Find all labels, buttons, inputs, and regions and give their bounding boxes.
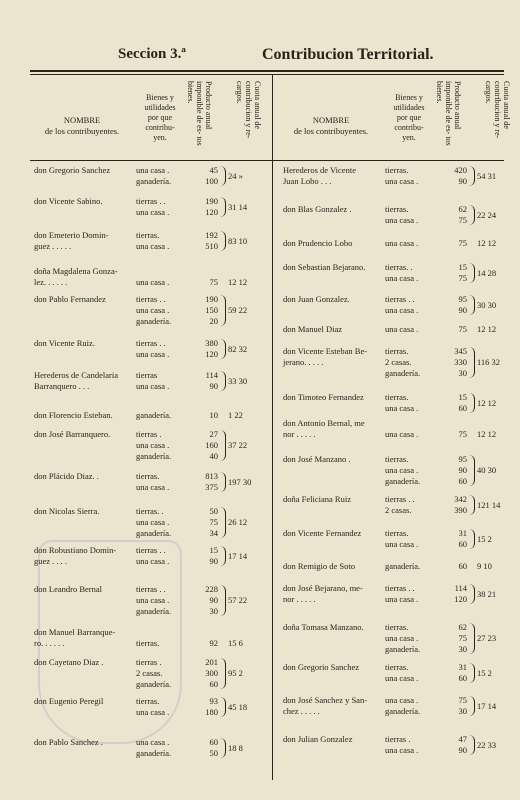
contributor-name: don Cayetano Diaz .	[34, 657, 104, 667]
annual-quota-value: 12 12	[477, 429, 497, 439]
property-type: una casa .	[385, 305, 419, 315]
property-type: una casa .	[385, 465, 419, 475]
contributor-name: don Florencio Esteban.	[34, 410, 113, 420]
property-type: una casa .	[385, 745, 419, 755]
annual-product-value: 75	[458, 633, 467, 643]
property-type: tierras.	[136, 230, 160, 240]
annual-product-value: 30	[458, 644, 467, 654]
annual-product-value: 160	[205, 440, 218, 450]
annual-product-value: 342	[454, 494, 467, 504]
annual-product-value: 120	[205, 207, 218, 217]
brace-mark	[220, 430, 226, 461]
annual-product-value: 95	[458, 454, 467, 464]
property-type: tierras . .	[136, 196, 166, 206]
property-type: una casa .	[136, 207, 170, 217]
property-type: una casa .	[136, 737, 170, 747]
property-type: una casa .	[136, 241, 170, 251]
annual-quota-value: 17 14	[228, 550, 248, 561]
property-type: tierras . .	[136, 338, 166, 348]
brace-mark	[469, 663, 475, 683]
property-type: ganadería.	[136, 679, 172, 689]
annual-product-value: 375	[205, 482, 218, 492]
annual-product-value: 60	[458, 403, 467, 413]
property-type: ganadería.	[136, 316, 172, 326]
annual-product-value: 45	[209, 165, 218, 175]
annual-quota-value: 15 6	[228, 638, 243, 648]
property-type: ganadería.	[136, 410, 172, 420]
annual-quota-value: 197 30	[228, 476, 252, 487]
property-type: ganadería.	[136, 451, 172, 461]
property-type: tierras . .	[136, 294, 166, 304]
document-title: Contribucion Territorial.	[262, 46, 434, 63]
property-type: tierras.	[385, 662, 409, 672]
annual-product-value: 75	[458, 273, 467, 283]
annual-product-value: 30	[458, 706, 467, 716]
annual-quota-value: 40 30	[477, 465, 497, 475]
annual-quota-value: 33 30	[228, 375, 248, 386]
contributor-name: don Emeterio Domin- guez . . . . .	[34, 230, 109, 251]
contributor-name: don Blas Gonzalez .	[283, 204, 352, 214]
property-type: 2 casas.	[385, 505, 412, 515]
property-type: una casa .	[136, 707, 170, 717]
property-type: una casa .	[136, 349, 170, 359]
property-line	[383, 368, 516, 379]
contributor-name: don José Barranquero.	[34, 429, 111, 439]
property-type: una casa .	[385, 324, 419, 334]
property-type: una casa .	[385, 403, 419, 413]
annual-product-value: 510	[205, 241, 218, 251]
property-line	[134, 506, 267, 517]
property-type: tierras . .	[136, 584, 166, 594]
annual-product-value: 90	[458, 176, 467, 186]
annual-product-value: 93	[209, 696, 218, 706]
contributor-name: don Vicente Ruiz.	[34, 338, 95, 348]
annual-product-value: 201	[205, 657, 218, 667]
brace-mark	[220, 585, 226, 616]
col-cuota: Cuota anual de contribucion y re- cargos.	[235, 81, 262, 139]
property-type: una casa .	[136, 595, 170, 605]
annual-product-value: 31	[458, 528, 467, 538]
property-type: ganadería.	[385, 476, 421, 486]
property-type: una casa .	[136, 165, 170, 175]
annual-quota-value: 31 14	[228, 201, 248, 212]
contributor-name: Herederos de Vicente Juan Lobo . . .	[283, 165, 356, 186]
annual-product-value: 190	[205, 196, 218, 206]
brace-mark	[469, 735, 475, 755]
property-type: ganadería.	[136, 748, 172, 758]
property-type: tierras.	[136, 696, 160, 706]
annual-quota-value: 121 14	[477, 499, 501, 510]
brace-mark	[469, 347, 475, 378]
brace-mark	[220, 231, 226, 251]
property-line	[383, 476, 516, 487]
property-type: una casa .	[136, 517, 170, 527]
property-type: una casa .	[385, 176, 419, 186]
property-type: tierras.	[385, 346, 409, 356]
property-type: tierras.	[385, 528, 409, 538]
contributor-name: don Eugenio Peregil	[34, 696, 104, 706]
contributor-name: don Julian Gonzalez	[283, 734, 353, 744]
annual-product-value: 228	[205, 584, 218, 594]
contributor-name: don Timoteo Fernandez	[283, 392, 364, 402]
property-type: tierras.	[385, 165, 409, 175]
annual-quota-value: 12 12	[477, 324, 497, 334]
annual-product-value: 114	[454, 583, 467, 593]
brace-mark	[220, 295, 226, 326]
brace-mark	[220, 507, 226, 538]
property-line	[134, 316, 267, 327]
annual-quota-value: 83 10	[228, 235, 248, 246]
annual-product-value: 31	[458, 662, 467, 672]
annual-product-value: 60	[458, 673, 467, 683]
col-nombre: NOMBRE de los contribuyentes.	[293, 115, 369, 136]
property-line	[134, 451, 267, 462]
annual-quota-value: 26 12	[228, 517, 248, 527]
annual-product-value: 420	[454, 165, 467, 175]
annual-product-value: 150	[205, 305, 218, 315]
property-line	[134, 528, 267, 539]
col-nombre: NOMBRE de los contribuyentes.	[44, 115, 120, 136]
contributor-name: Herederos de Candelaria Barranquero . . .	[34, 370, 119, 391]
annual-product-value: 75	[458, 695, 467, 705]
annual-product-value: 90	[209, 595, 218, 605]
property-type: ganadería.	[385, 706, 421, 716]
annual-quota-value: 24 »	[228, 170, 243, 181]
contributor-name: don Juan Gonzalez.	[283, 294, 350, 304]
property-type: una casa .	[385, 695, 419, 705]
annual-product-value: 75	[209, 277, 218, 287]
annual-product-value: 190	[205, 294, 218, 304]
brace-mark	[469, 623, 475, 654]
property-type: una casa .	[136, 440, 170, 450]
annual-quota-value: 15 2	[477, 533, 492, 544]
property-type: tierras.	[385, 622, 409, 632]
annual-product-value: 330	[454, 357, 467, 367]
left-column-header	[30, 75, 267, 160]
annual-product-value: 40	[209, 451, 218, 461]
contributor-name: don Prudencio Lobo	[283, 238, 353, 248]
annual-product-value: 180	[205, 707, 218, 717]
column-divider	[272, 75, 273, 780]
annual-product-value: 380	[205, 338, 218, 348]
annual-product-value: 192	[205, 230, 218, 240]
property-type: 2 casas.	[385, 357, 412, 367]
annual-quota-value: 18 8	[228, 742, 243, 753]
brace-mark	[220, 738, 226, 758]
annual-product-value: 90	[458, 305, 467, 315]
contributor-name: don Sebastian Bejarano.	[283, 262, 366, 272]
annual-product-value: 60	[458, 476, 467, 486]
property-line	[134, 606, 267, 617]
contributor-name: don Vicente Fernandez	[283, 528, 362, 538]
annual-quota-value: 1 22	[228, 410, 243, 420]
col-producto: Producto anual imponible de es- tos bienes.	[435, 81, 462, 146]
right-column	[279, 75, 516, 780]
contributor-name: don Pablo Sanchez .	[34, 737, 103, 747]
property-type: tierras	[136, 370, 158, 380]
annual-product-value: 20	[209, 316, 218, 326]
annual-product-value: 75	[209, 517, 218, 527]
property-type: tierras . .	[385, 583, 415, 593]
contributor-name: doña Tomasa Manzano.	[283, 622, 364, 632]
property-line	[134, 657, 267, 668]
annual-quota-value: 37 22	[228, 440, 248, 450]
brace-mark	[469, 696, 475, 716]
annual-quota-value: 9 10	[477, 561, 492, 571]
annual-quota-value: 12 12	[477, 238, 497, 248]
brace-mark	[220, 546, 226, 566]
property-type: una casa .	[385, 273, 419, 283]
brace-mark	[469, 529, 475, 549]
annual-quota-value: 22 24	[477, 209, 497, 220]
property-type: una casa .	[385, 633, 419, 643]
brace-mark	[469, 455, 475, 486]
annual-product-value: 60	[209, 679, 218, 689]
annual-product-value: 60	[209, 737, 218, 747]
property-type: una casa .	[385, 539, 419, 549]
property-type: tierras . .	[385, 294, 415, 304]
property-type: una casa .	[136, 305, 170, 315]
property-type: tierras . .	[385, 494, 415, 504]
annual-product-value: 50	[209, 506, 218, 516]
annual-product-value: 47	[458, 734, 467, 744]
annual-product-value: 60	[458, 539, 467, 549]
annual-product-value: 120	[454, 594, 467, 604]
annual-quota-value: 95 2	[228, 668, 243, 678]
property-type: ganadería.	[385, 368, 421, 378]
brace-mark	[469, 205, 475, 225]
brace-mark	[469, 393, 475, 413]
brace-mark	[220, 166, 226, 186]
contributor-name: doña Magdalena Gonza- lez. . . . . .	[34, 266, 118, 287]
annual-product-value: 95	[458, 294, 467, 304]
property-type: tierras .	[385, 734, 411, 744]
contributor-name: don Plácido Diaz. .	[34, 471, 99, 481]
annual-product-value: 30	[458, 368, 467, 378]
brace-mark	[469, 584, 475, 604]
annual-quota-value: 12 12	[228, 277, 248, 287]
brace-mark	[220, 658, 226, 689]
property-type: ganadería.	[385, 561, 421, 571]
annual-product-value: 100	[205, 176, 218, 186]
brace-mark	[220, 697, 226, 717]
annual-quota-value: 45 18	[228, 701, 248, 712]
annual-product-value: 90	[458, 745, 467, 755]
annual-product-value: 114	[205, 370, 218, 380]
contributor-name: don Leandro Bernal	[34, 584, 102, 594]
annual-quota-value: 116 32	[477, 357, 501, 367]
property-type: una casa .	[136, 381, 170, 391]
annual-quota-value: 14 28	[477, 267, 497, 278]
contributor-name: don Antonio Bernal, me nor . . . . .	[283, 418, 365, 439]
col-cuota: Cuota anual de contribucion y re- cargos.	[484, 81, 511, 139]
annual-product-value: 15	[458, 392, 467, 402]
property-type: tierras . .	[136, 545, 166, 555]
annual-product-value: 75	[458, 215, 467, 225]
right-column-header	[279, 75, 516, 160]
annual-product-value: 75	[458, 324, 467, 334]
section-heading: Seccion 3.ª	[118, 46, 186, 62]
property-line	[134, 584, 267, 595]
annual-product-value: 62	[458, 204, 467, 214]
annual-product-value: 75	[458, 238, 467, 248]
annual-product-value: 60	[458, 561, 467, 571]
contributor-name: don Remigio de Soto	[283, 561, 356, 571]
annual-quota-value: 30 30	[477, 299, 497, 310]
annual-product-value: 50	[209, 748, 218, 758]
annual-product-value: 813	[205, 471, 218, 481]
annual-quota-value: 12 12	[477, 397, 497, 408]
contributor-name: don Manuel Barranque- ro. . . . . .	[34, 627, 116, 648]
property-line	[383, 622, 516, 633]
property-line	[383, 644, 516, 655]
property-type: una casa .	[385, 594, 419, 604]
col-bienes: Bienes y utilidades por que contribu- yen.	[393, 93, 425, 142]
contributor-name: don Manuel Diaz	[283, 324, 343, 334]
property-type: una casa .	[385, 673, 419, 683]
annual-product-value: 390	[454, 505, 467, 515]
brace-mark	[469, 495, 475, 515]
brace-mark	[220, 197, 226, 217]
brace-mark	[469, 263, 475, 283]
annual-product-value: 27	[209, 429, 218, 439]
contributor-name: don José Sanchez y San- chez . . . . .	[283, 695, 368, 716]
property-line	[134, 679, 267, 690]
contributor-name: don José Manzano .	[283, 454, 351, 464]
annual-quota-value: 27 23	[477, 633, 497, 643]
annual-quota-value: 38 21	[477, 588, 497, 599]
contributor-name: don Robustiano Domin- guez . . . .	[34, 545, 117, 566]
contributor-name: don Vicente Esteban Be- jerano. . . . .	[283, 346, 368, 367]
property-type: una casa .	[385, 215, 419, 225]
property-type: tierras.	[385, 392, 409, 402]
brace-mark	[220, 472, 226, 492]
brace-mark	[220, 371, 226, 391]
annual-product-value: 120	[205, 349, 218, 359]
annual-quota-value: 57 22	[228, 595, 248, 605]
property-type: 2 casas.	[136, 668, 163, 678]
col-producto: Producto anual imponible de es- tos bienes.	[186, 81, 213, 146]
annual-product-value: 30	[209, 606, 218, 616]
header-rule	[30, 70, 504, 72]
annual-product-value: 90	[209, 381, 218, 391]
property-type: ganadería.	[385, 644, 421, 654]
annual-product-value: 34	[209, 528, 218, 538]
property-type: una casa .	[136, 556, 170, 566]
annual-quota-value: 22 33	[477, 739, 497, 750]
property-type: una casa .	[136, 482, 170, 492]
property-type: una casa .	[136, 277, 170, 287]
annual-product-value: 15	[209, 545, 218, 555]
property-type: tierras .	[136, 429, 162, 439]
contributor-name: don José Bejarano, me- nor . . . . .	[283, 583, 363, 604]
property-line	[134, 294, 267, 305]
annual-quota-value: 17 14	[477, 700, 497, 711]
annual-product-value: 90	[209, 556, 218, 566]
col-bienes: Bienes y utilidades por que contribu- yen.	[144, 93, 176, 142]
property-type: una casa .	[385, 238, 419, 248]
annual-product-value: 15	[458, 262, 467, 272]
annual-product-value: 75	[458, 429, 467, 439]
brace-mark	[220, 339, 226, 359]
annual-product-value: 300	[205, 668, 218, 678]
annual-quota-value: 59 22	[228, 305, 248, 315]
brace-mark	[469, 166, 475, 186]
property-type: tierras.	[385, 204, 409, 214]
annual-quota-value: 82 32	[228, 343, 248, 354]
annual-product-value: 92	[209, 638, 218, 648]
contributor-name: don Nicolas Sierra.	[34, 506, 100, 516]
annual-product-value: 345	[454, 346, 467, 356]
annual-quota-value: 54 31	[477, 170, 497, 181]
property-type: tierras.	[136, 638, 160, 648]
property-type: ganadería.	[136, 528, 172, 538]
left-column	[30, 75, 267, 780]
brace-mark	[469, 295, 475, 315]
contributor-name: don Pablo Fernandez	[34, 294, 106, 304]
property-type: tierras.	[136, 471, 160, 481]
annual-product-value: 62	[458, 622, 467, 632]
annual-product-value: 10	[209, 410, 218, 420]
contributor-name: don Gregorio Sanchez	[283, 662, 360, 672]
property-type: tierras .	[136, 657, 162, 667]
contributor-name: don Vicente Sabino.	[34, 196, 103, 206]
property-type: ganadería.	[136, 606, 172, 616]
property-type: tierras. .	[385, 262, 413, 272]
annual-product-value: 90	[458, 465, 467, 475]
contributor-name: don Gregorio Sanchez	[34, 165, 111, 175]
property-type: ganadería.	[136, 176, 172, 186]
contributor-name: doña Feliciana Ruiz	[283, 494, 351, 504]
property-line	[134, 429, 267, 440]
property-type: tierras. .	[136, 506, 164, 516]
annual-quota-value: 15 2	[477, 667, 492, 678]
property-line	[383, 454, 516, 465]
property-type: tierras.	[385, 454, 409, 464]
property-type: una casa .	[385, 429, 419, 439]
property-line	[383, 346, 516, 357]
